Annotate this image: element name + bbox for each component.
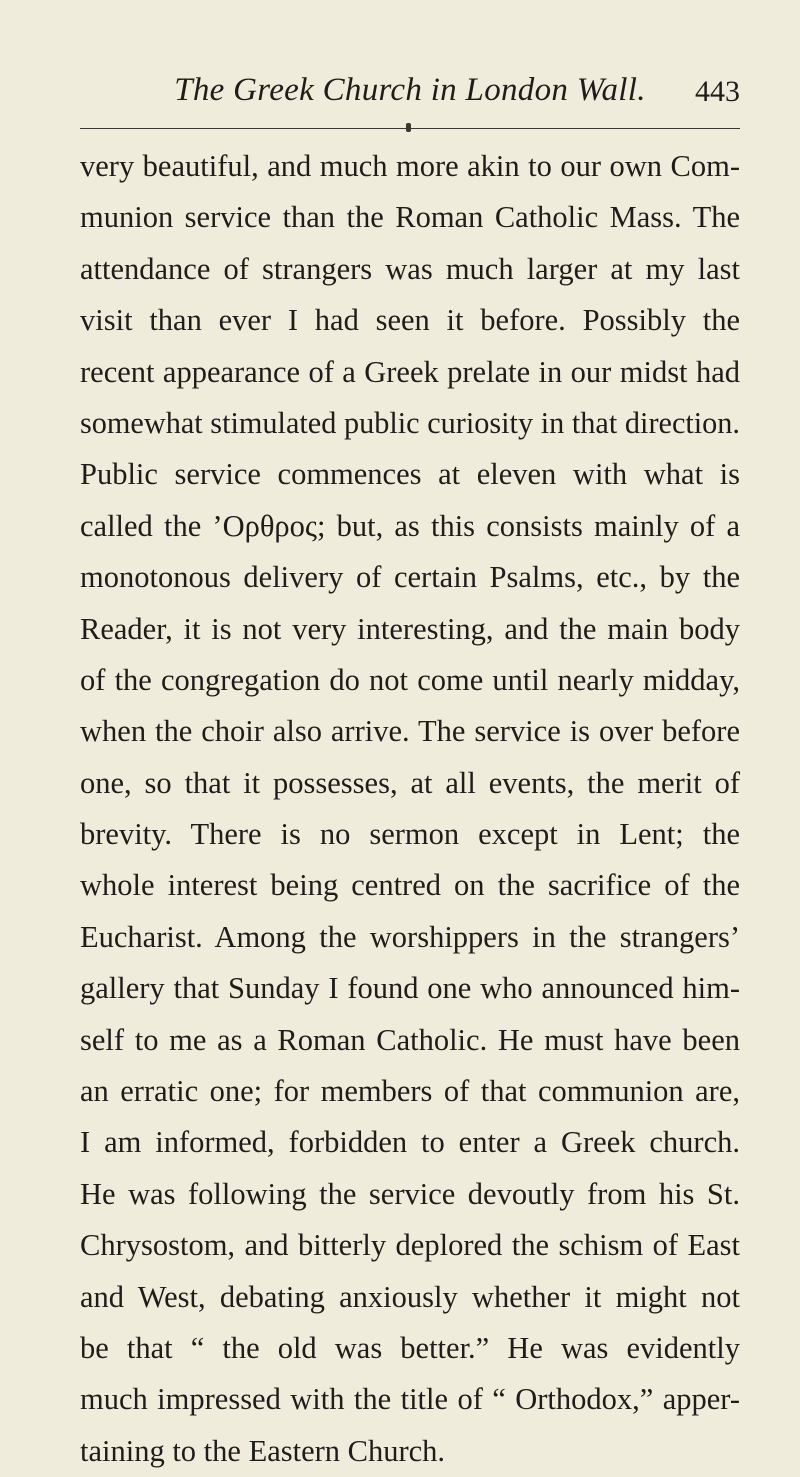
running-title: The Greek Church in London Wall. [174,72,646,108]
text-line: Eucharist. Among the worshippers in the strangers’ [80,919,740,954]
text-line: Chrysostom, and bitterly deplored the schism of East [80,1228,740,1263]
text-line: and West, debating anxiously whether it might not [80,1279,740,1314]
text-line: very beautiful, and much more akin to our own Com- [80,149,740,183]
rule-ornament [406,123,411,132]
text-line: attendance of strangers was much larger at my last [80,251,740,286]
text-line: He was following the service devoutly from his St. [80,1176,740,1211]
text-line: gallery that Sunday I found one who announced him- [80,971,740,1006]
text-line: visit than ever I had seen it before. Possibly the [80,303,740,338]
page-header [80,68,740,118]
text-line: much impressed with the title of “ Orthodox,” apper- [80,1382,740,1417]
text-line: I am informed, forbidden to enter a Greek church. [80,1125,740,1160]
text-line: called the ’Ορθρος; but, as this consists mainly of a [80,508,740,543]
text-line: be that “ the old was better.” He was evidently [80,1330,740,1365]
text-line: self to me as a Roman Catholic. He must have been [80,1022,740,1057]
text-line: brevity. There is no sermon except in Lent; the [80,817,740,852]
text-line: when the choir also arrive. The service is over before [80,714,740,749]
text-line: Public service commences at eleven with what is [80,457,740,492]
text-line: somewhat stimulated public curiosity in that direction. [80,405,740,440]
text-line: taining to the Eastern Church. [80,1433,446,1468]
text-line: Reader, it is not very interesting, and the main body [80,611,740,646]
text-line: of the congregation do not come until nearly midday, [80,662,740,697]
text-line: monotonous delivery of certain Psalms, etc., by the [80,560,740,595]
text-line: whole interest being centred on the sacrifice of the [80,868,740,903]
text-line: munion service than the Roman Catholic Mass. The [80,200,740,235]
text-line: an erratic one; for members of that communion are, [80,1074,740,1109]
body-text [80,141,740,1477]
page-number: 443 [695,75,740,108]
text-line: one, so that it possesses, at all events, the merit of [80,765,740,800]
text-line: recent appearance of a Greek prelate in our midst had [80,354,740,389]
